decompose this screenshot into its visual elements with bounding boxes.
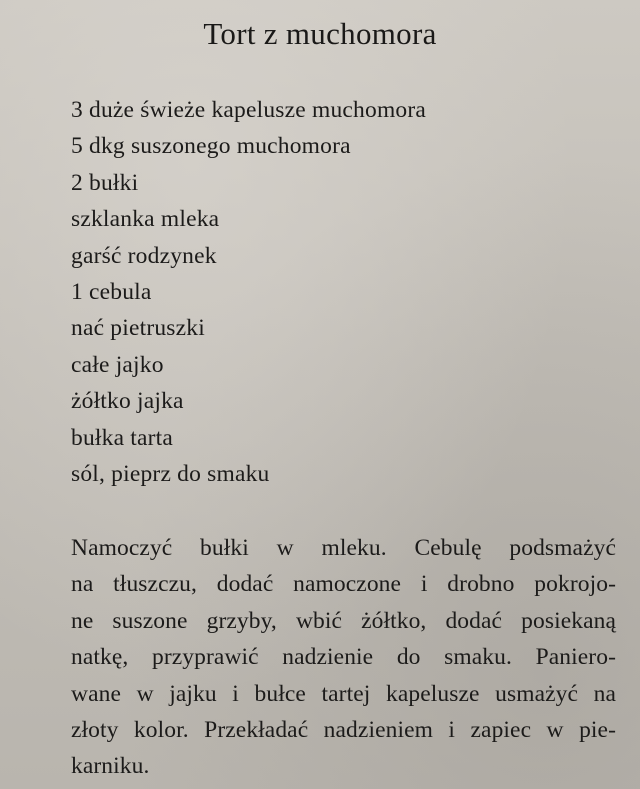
ingredient-item: 3 duże świeże kapelusze muchomora [71,97,427,123]
ingredient-item: nać pietruszki [71,315,205,342]
instructions-line: złoty kolor. Przekładać nadzieniem i zapiec w pie- [71,716,616,743]
instructions-line: na tłuszczu, dodać namoczone i drobno pokrojo- [71,571,616,598]
instructions-line: karniku. [71,753,150,780]
ingredient-item: 1 cebula [71,278,152,305]
instructions-line: wane w jajku i bułce tartej kapelusze usmażyć na [71,680,616,707]
recipe-title: Tort z muchomora [203,16,437,51]
ingredient-item: bułka tarta [71,424,174,451]
ingredient-item: 2 bułki [71,169,139,196]
instructions-paragraph [71,530,616,785]
instructions-line: ne suszone grzyby, wbić żółtko, dodać posiekaną [71,607,616,634]
instructions-line: Namoczyć bułki w mleku. Cebulę podsmażyć [71,535,616,561]
ingredient-item: 5 dkg suszonego muchomora [71,133,351,160]
ingredient-item: garść rodzynek [71,242,217,269]
ingredient-item: żółtko jajka [71,388,184,415]
ingredient-item: szklanka mleka [71,206,220,233]
ingredient-item: sól, pieprz do smaku [71,460,270,487]
instructions-line: natkę, przyprawić nadzienie do smaku. Paniero- [71,644,616,671]
ingredient-item: całe jajko [71,351,164,378]
ingredient-list [71,92,426,492]
